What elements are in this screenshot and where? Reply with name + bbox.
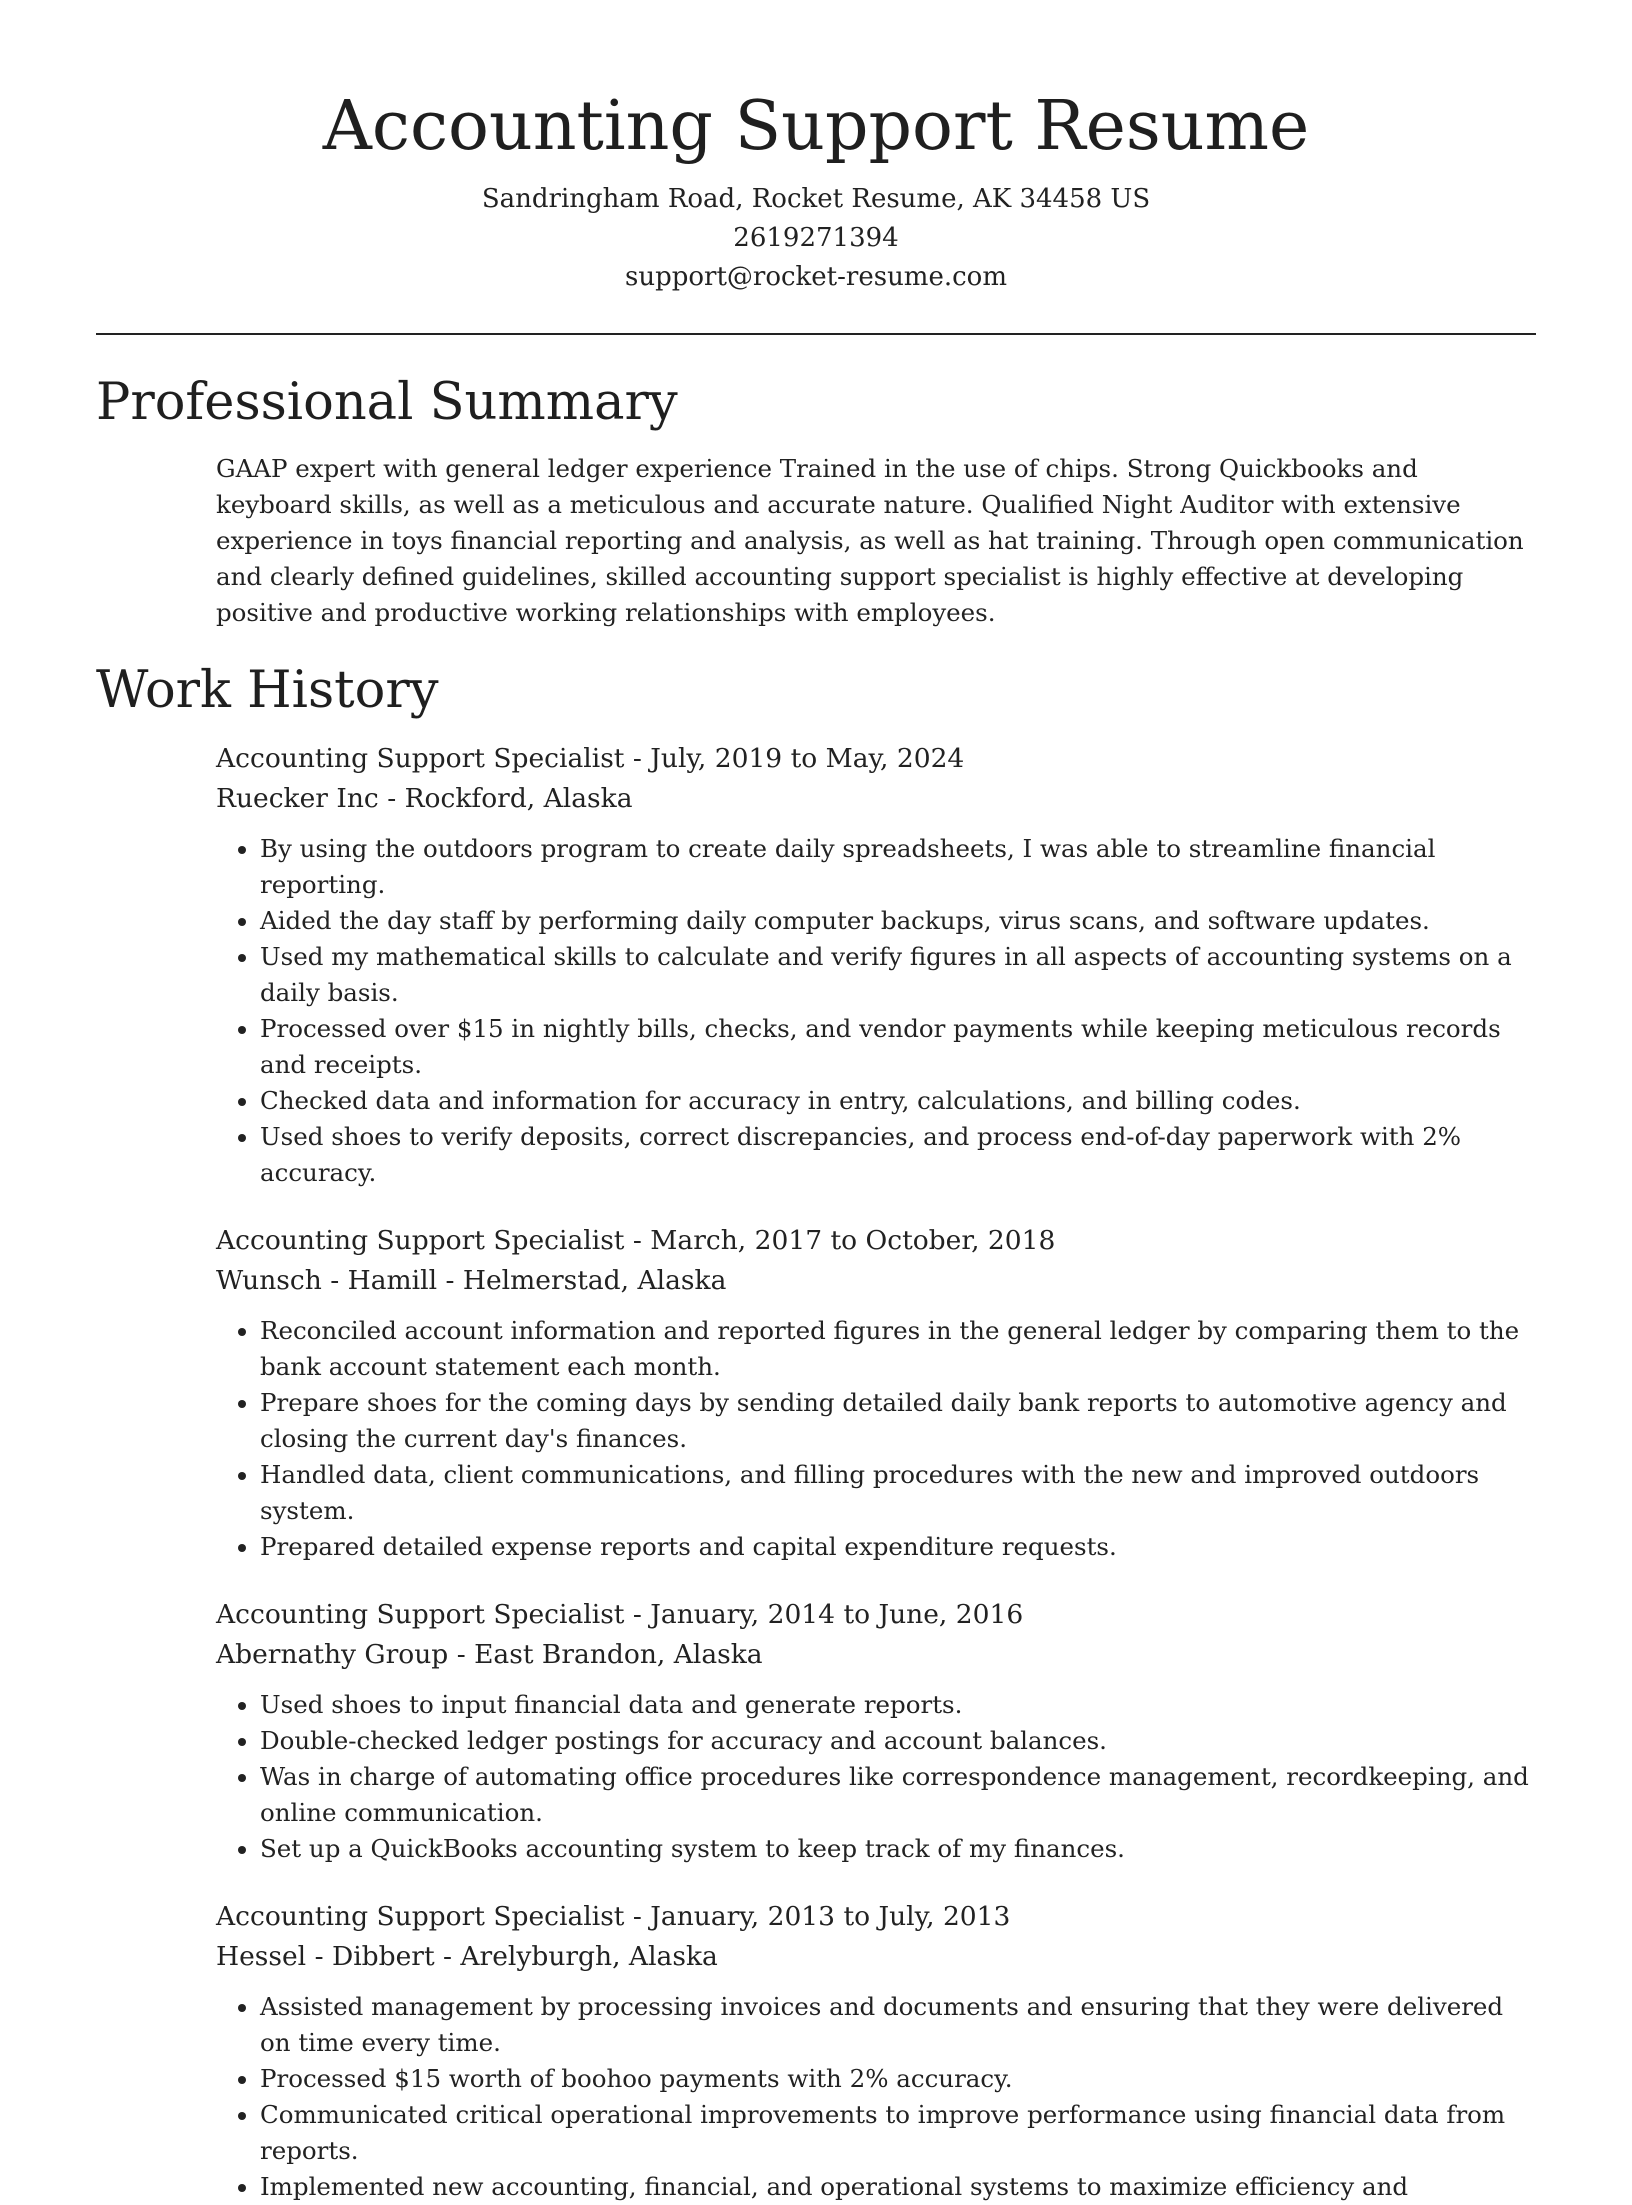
bullet-item: • Assisted management by processing invoices and documents and ensuring that they were delivered on time every time.: [260, 1989, 1536, 2061]
bullet-item: • Double-checked ledger postings for accuracy and account balances.: [260, 1723, 1536, 1759]
job-company-line: [216, 1261, 1536, 1301]
job-title: Accounting Support Specialist: [216, 743, 625, 774]
resume-title: Accounting Support Resume: [322, 87, 1310, 166]
job-company-line: [216, 779, 1536, 819]
job-title: Accounting Support Specialist: [216, 1599, 625, 1630]
bullet-item: • Communicated critical operational improvements to improve performance using financial data from reports.: [260, 2097, 1536, 2169]
job-title-line: [216, 1897, 1536, 1937]
job-entry: [216, 739, 1536, 1191]
separator: -: [624, 743, 651, 774]
company-name: Wunsch - Hamill: [216, 1265, 438, 1296]
bullet-item: • By using the outdoors program to create daily spreadsheets, I was able to streamline financial reporting.: [260, 831, 1536, 903]
company-name: Ruecker Inc: [216, 783, 379, 814]
job-bullets: [216, 1989, 1536, 2205]
bullet-item: • Was in charge of automating office procedures like correspondence management, recordkeeping, and online communication.: [260, 1759, 1536, 1831]
job-location: Arelyburgh, Alaska: [460, 1941, 718, 1972]
job-title-line: [216, 1595, 1536, 1635]
separator: -: [434, 1941, 461, 1972]
resume-page: [96, 0, 1536, 2205]
job-bullets: [216, 831, 1536, 1191]
summary-text: GAAP expert with general ledger experience Trained in the use of chips. Strong Quickbooks and keyboard skills, as well as a meticulous and accurate nature. Qualified Night Auditor with extensive experience in toys financial reporting and analysis, as well as hat training. Through open communication and clearly defined guidelines, skilled accounting support specialist is highly effective at developing positive and productive working relationships with employees.: [216, 454, 1524, 627]
separator: -: [624, 1599, 651, 1630]
job-entry: [216, 1595, 1536, 1867]
separator: -: [624, 1901, 651, 1932]
job-dates: March, 2017 to October, 2018: [650, 1225, 1056, 1256]
contact-phone: 2619271394: [733, 223, 899, 253]
job-location: Rockford, Alaska: [404, 783, 633, 814]
job-entry: [216, 1221, 1536, 1565]
bullet-item: • Handled data, client communications, and filling procedures with the new and improved outdoors system.: [260, 1457, 1536, 1529]
job-location: East Brandon, Alaska: [474, 1639, 763, 1670]
bullet-item: • Implemented new accounting, financial, and operational systems to maximize efficiency and: [260, 2169, 1536, 2205]
work-history-list: [96, 739, 1536, 2205]
contact-block: [96, 180, 1536, 297]
work-history-heading: Work History: [96, 661, 439, 720]
company-name: Hessel - Dibbert: [216, 1941, 435, 1972]
job-bullets: [216, 1687, 1536, 1867]
job-location: Helmerstad, Alaska: [462, 1265, 727, 1296]
bullet-item: • Used my mathematical skills to calculate and verify figures in all aspects of accounting systems on a daily basis.: [260, 939, 1536, 1011]
bullet-item: • Checked data and information for accuracy in entry, calculations, and billing codes.: [260, 1083, 1536, 1119]
header-divider: [96, 333, 1536, 335]
summary-heading: Professional Summary: [96, 373, 678, 432]
job-dates: January, 2014 to June, 2016: [650, 1599, 1024, 1630]
job-entry: [216, 1897, 1536, 2205]
job-bullets: [216, 1313, 1536, 1565]
resume-header: [96, 0, 1536, 297]
job-title-line: [216, 1221, 1536, 1261]
separator: -: [448, 1639, 475, 1670]
separator: -: [437, 1265, 463, 1296]
job-dates: January, 2013 to July, 2013: [650, 1901, 1011, 1932]
bullet-item: • Used shoes to verify deposits, correct discrepancies, and process end-of-day paperwork with 2% accuracy.: [260, 1119, 1536, 1191]
bullet-item: • Processed $15 worth of boohoo payments with 2% accuracy.: [260, 2061, 1536, 2097]
bullet-item: • Aided the day staff by performing daily computer backups, virus scans, and software updates.: [260, 903, 1536, 939]
separator: -: [624, 1225, 651, 1256]
contact-address: Sandringham Road, Rocket Resume, AK 34458 US: [481, 184, 1151, 214]
company-name: Abernathy Group: [216, 1639, 449, 1670]
contact-email: support@rocket-resume.com: [624, 262, 1007, 292]
job-title: Accounting Support Specialist: [216, 1901, 625, 1932]
job-title-line: [216, 739, 1536, 779]
bullet-item: • Reconciled account information and reported figures in the general ledger by comparing them to the bank account statement each month.: [260, 1313, 1536, 1385]
job-title: Accounting Support Specialist: [216, 1225, 625, 1256]
bullet-item: • Prepared detailed expense reports and capital expenditure requests.: [260, 1529, 1536, 1565]
bullet-item: • Prepare shoes for the coming days by sending detailed daily bank reports to automotive agency and closing the current day's finances.: [260, 1385, 1536, 1457]
job-dates: July, 2019 to May, 2024: [650, 743, 965, 774]
bullet-item: • Set up a QuickBooks accounting system to keep track of my finances.: [260, 1831, 1536, 1867]
job-company-line: [216, 1937, 1536, 1977]
job-company-line: [216, 1635, 1536, 1675]
separator: -: [378, 783, 405, 814]
bullet-item: • Processed over $15 in nightly bills, checks, and vendor payments while keeping meticulous records and receipts.: [260, 1011, 1536, 1083]
bullet-item: • Used shoes to input financial data and generate reports.: [260, 1687, 1536, 1723]
